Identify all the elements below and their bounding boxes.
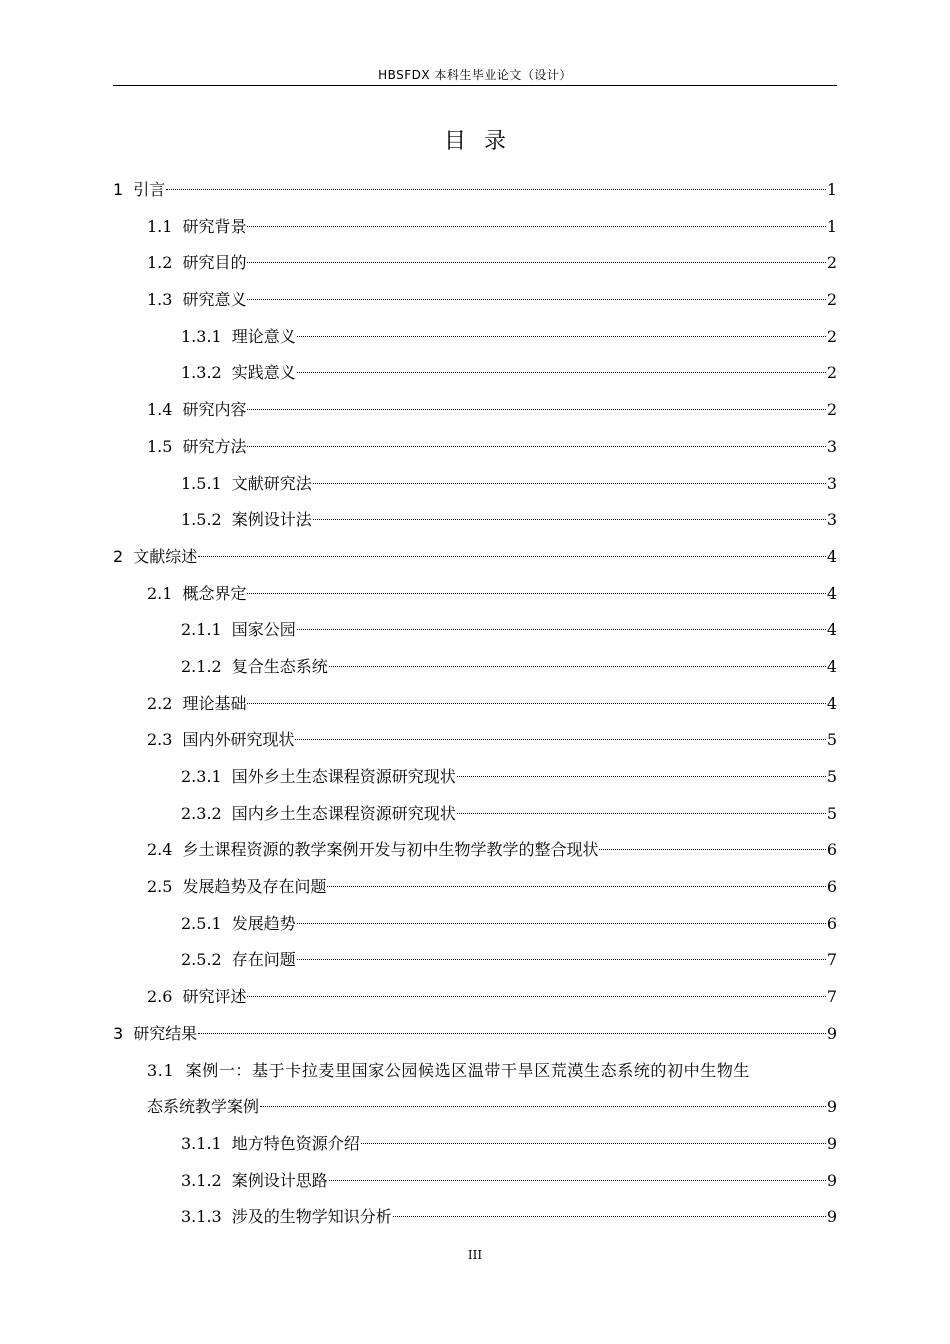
toc-entry[interactable] — [113, 319, 837, 356]
leader-dots — [313, 483, 826, 484]
toc-label: 文献研究法 — [231, 473, 312, 493]
toc-page-number: 4 — [826, 620, 837, 640]
toc-page-number: 9 — [826, 1023, 837, 1043]
toc-page-number: 6 — [826, 913, 837, 933]
toc-number: 1.3.2 — [181, 363, 222, 383]
toc-page-number: 9 — [826, 1097, 837, 1117]
toc-label: 研究意义 — [182, 290, 247, 310]
leader-dots — [198, 556, 826, 557]
toc-page-number: 3 — [826, 510, 837, 530]
toc-label: 复合生态系统 — [231, 656, 328, 676]
toc-entry[interactable] — [113, 612, 837, 649]
toc-page-number: 9 — [826, 1207, 837, 1227]
toc-number: 1.4 — [147, 400, 173, 420]
page-footer-number: III — [467, 1248, 483, 1262]
toc-number: 2.3.2 — [181, 803, 222, 823]
leader-dots — [297, 372, 826, 373]
toc-entry[interactable] — [113, 942, 837, 979]
toc-label: 引言 — [133, 180, 166, 199]
toc-entry[interactable] — [113, 979, 837, 1016]
toc-number: 2.3 — [147, 730, 173, 750]
toc-number: 2.5.1 — [181, 913, 222, 933]
leader-dots — [295, 739, 825, 740]
leader-dots — [198, 1033, 826, 1034]
toc-label: 研究方法 — [182, 436, 247, 456]
toc-page-number: 9 — [826, 1170, 837, 1190]
leader-dots — [247, 703, 825, 704]
toc-entry[interactable] — [113, 539, 837, 576]
toc-page-number: 4 — [826, 546, 837, 566]
toc-label: 涉及的生物学知识分析 — [231, 1207, 392, 1227]
toc-number: 2.3.1 — [181, 767, 222, 786]
toc-entry[interactable] — [113, 429, 837, 466]
toc-page-number: 2 — [826, 253, 837, 273]
toc-number: 3.1.2 — [181, 1170, 222, 1190]
toc-label: 乡土课程资源的教学案例开发与初中生物学教学的整合现状 — [182, 840, 599, 860]
leader-dots — [247, 446, 825, 447]
toc-number: 2.1 — [147, 583, 173, 603]
toc-entry[interactable] — [113, 869, 837, 906]
leader-dots — [457, 776, 826, 777]
toc-entries-head — [113, 172, 837, 1053]
leader-dots — [247, 262, 825, 263]
toc-entry[interactable] — [113, 1199, 837, 1236]
toc-label: 国家公园 — [231, 620, 296, 640]
leader-dots — [361, 1143, 826, 1144]
leader-dots — [297, 923, 826, 924]
toc-entry-3-1[interactable] — [113, 1053, 837, 1126]
leader-dots — [247, 226, 825, 227]
toc-entry[interactable] — [113, 172, 837, 209]
toc-label: 国内乡土生态课程资源研究现状 — [231, 803, 456, 823]
toc-page-number: 2 — [826, 363, 837, 383]
toc-number: 2.5.2 — [181, 950, 222, 970]
toc-entry[interactable] — [113, 686, 837, 723]
leader-dots — [297, 336, 826, 337]
toc-title: 目录 — [443, 129, 524, 154]
toc-entry[interactable] — [113, 1016, 837, 1053]
leader-dots — [297, 629, 826, 630]
toc-entry[interactable] — [113, 1126, 837, 1163]
toc-label: 国外乡土生态课程资源研究现状 — [231, 767, 456, 786]
toc-label: 存在问题 — [231, 950, 296, 970]
toc-entry[interactable] — [113, 282, 837, 319]
leader-dots — [599, 849, 825, 850]
toc-number: 1.3.1 — [181, 326, 222, 346]
toc-label: 研究内容 — [182, 400, 247, 420]
toc-label: 地方特色资源介绍 — [231, 1133, 360, 1153]
leader-dots — [247, 299, 825, 300]
toc-entry[interactable] — [113, 392, 837, 429]
toc-number: 1.2 — [147, 253, 173, 273]
toc-label: 态系统教学案例 — [147, 1097, 260, 1117]
toc-page-number: 5 — [826, 767, 837, 786]
toc-entry[interactable] — [113, 759, 837, 796]
toc-label: 实践意义 — [231, 363, 296, 383]
toc-number: 1.5.1 — [181, 473, 222, 493]
toc-entry[interactable] — [113, 722, 837, 759]
toc-number: 2.4 — [147, 840, 173, 860]
toc-entry-wrapped-line1 — [113, 1053, 837, 1090]
toc-label: 研究背景 — [182, 216, 247, 236]
toc-page-number: 1 — [826, 180, 837, 199]
toc-label: 文献综述 — [133, 546, 198, 566]
toc-number: 1.5 — [147, 436, 173, 456]
toc-number: 3 — [113, 1023, 124, 1043]
toc-label: 案例设计思路 — [231, 1170, 328, 1190]
leader-dots — [166, 189, 826, 190]
toc-entry[interactable] — [113, 832, 837, 869]
toc-number: 3.1.1 — [181, 1133, 222, 1153]
toc-entry[interactable] — [113, 355, 837, 392]
toc-label: 研究目的 — [182, 253, 247, 273]
toc-page-number: 2 — [826, 400, 837, 420]
toc-number: 1.3 — [147, 290, 173, 310]
toc-number: 1.1 — [147, 216, 173, 236]
toc-page-number: 7 — [826, 950, 837, 970]
leader-dots — [297, 959, 826, 960]
header-rule — [113, 85, 837, 86]
toc-page-number: 4 — [826, 583, 837, 603]
toc-entry[interactable] — [113, 209, 837, 246]
toc-page-number: 1 — [826, 216, 837, 236]
toc-label: 案例一：基于卡拉麦里国家公园候选区温带干旱区荒漠生态系统的初中生物生 — [185, 1060, 751, 1080]
table-of-contents — [113, 172, 837, 1236]
toc-page-number: 7 — [826, 987, 837, 1007]
leader-dots — [247, 996, 825, 997]
toc-label: 国内外研究现状 — [182, 730, 295, 750]
toc-page-number: 2 — [826, 326, 837, 346]
toc-number: 1 — [113, 180, 124, 199]
toc-label: 发展趋势及存在问题 — [182, 877, 327, 897]
toc-page-number: 4 — [826, 693, 837, 713]
toc-number: 2.6 — [147, 987, 173, 1007]
toc-entry[interactable] — [113, 245, 837, 282]
toc-page-number: 3 — [826, 473, 837, 493]
leader-dots — [327, 886, 825, 887]
toc-label: 发展趋势 — [231, 913, 296, 933]
leader-dots — [329, 1180, 826, 1181]
leader-dots — [457, 813, 826, 814]
toc-page-number: 9 — [826, 1133, 837, 1153]
leader-dots — [329, 666, 826, 667]
toc-entry[interactable] — [113, 906, 837, 943]
toc-page-number: 3 — [826, 436, 837, 456]
leader-dots — [313, 519, 826, 520]
toc-entry-wrapped-line2 — [113, 1089, 837, 1126]
toc-entry[interactable] — [113, 649, 837, 686]
toc-number: 2.1.1 — [181, 620, 222, 640]
toc-number: 3.1.3 — [181, 1207, 222, 1227]
toc-number: 3.1 — [147, 1060, 175, 1080]
toc-page-number: 2 — [826, 290, 837, 310]
toc-number: 2 — [113, 546, 124, 566]
toc-entry[interactable] — [113, 1163, 837, 1200]
toc-entries-tail — [113, 1126, 837, 1236]
toc-label: 理论意义 — [231, 326, 296, 346]
toc-number: 2.2 — [147, 693, 173, 713]
toc-page-number: 5 — [826, 730, 837, 750]
toc-label: 案例设计法 — [231, 510, 312, 530]
toc-number: 2.1.2 — [181, 656, 222, 676]
toc-label: 研究结果 — [133, 1023, 198, 1043]
leader-dots — [247, 409, 825, 410]
toc-entry[interactable] — [113, 502, 837, 539]
toc-entry[interactable] — [113, 576, 837, 613]
toc-number: 2.5 — [147, 877, 173, 897]
toc-entry[interactable] — [113, 796, 837, 833]
toc-page-number: 5 — [826, 803, 837, 823]
toc-number: 1.5.2 — [181, 510, 222, 530]
leader-dots — [247, 593, 825, 594]
toc-label: 理论基础 — [182, 693, 247, 713]
leader-dots — [260, 1106, 826, 1107]
running-header: HBSFDX 本科生毕业论文（设计） — [378, 68, 572, 82]
toc-page-number: 6 — [826, 840, 837, 860]
toc-label: 研究评述 — [182, 987, 247, 1007]
toc-page-number: 4 — [826, 656, 837, 676]
leader-dots — [393, 1216, 826, 1217]
toc-page-number: 6 — [826, 877, 837, 897]
toc-entry[interactable] — [113, 466, 837, 503]
toc-label: 概念界定 — [182, 583, 247, 603]
